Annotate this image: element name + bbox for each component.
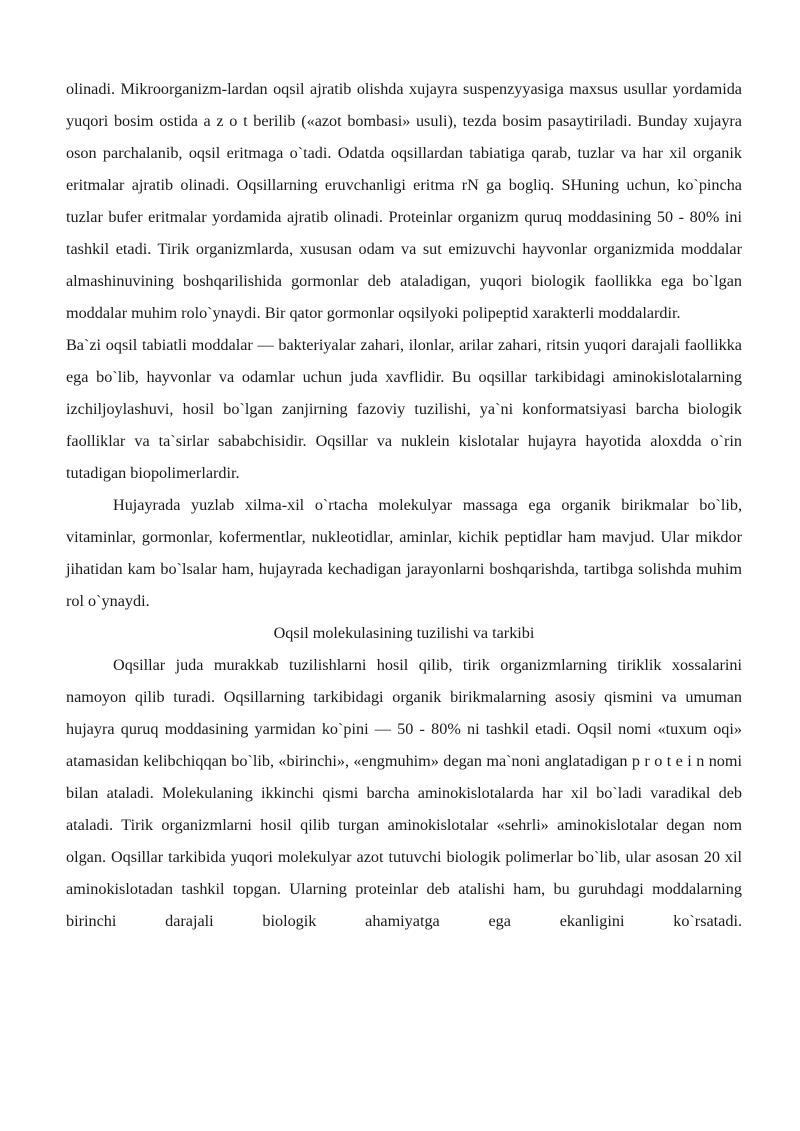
paragraph-1: olinadi. Mikroorganizm-lardan oqsil ajratib olishda xujayra suspenzyyasiga maxsus usullar yordamida yuqori bosim ostida a z o t berilib («azot bombasi» usuli), tezda bosim pasaytiriladi. Bunday xujayra oson parchalanib, oqsil eritmaga o`tadi. Odatda oqsillardan tabiatiga qarab, tuzlar va har xil organik eritmalar ajratib olinadi. Oqsillarning eruvchanligi eritma rN ga bogliq. SHuning uchun, ko`pincha tuzlar bufer eritmalar yordamida ajratib olinadi. Proteinlar organizm quruq moddasining 50 - 80% ini tashkil etadi. Tirik organizmlarda, xususan odam va sut emizuvchi hayvonlar organizmida moddalar almashinuvining boshqarilishida gormonlar deb ataladigan, yuqori biologik faollikka ega bo`lgan moddalar muhim rolo`ynaydi. Bir qator gormonlar oqsilyoki polipeptid xarakterli moddalardir. — [66, 80, 742, 322]
paragraph-2: Ba`zi oqsil tabiatli moddalar — bakteriyalar zahari, ilonlar, arilar zahari, ritsin yuqori darajali faollikka ega bo`lib, hayvonlar va odamlar uchun juda xavflidir. Bu oqsillar tarkibidagi aminokislotalarning izchiljoylashuvi, hosil bo`lgan zanjirning fazoviy tuzilishi, ya`ni konformatsiyasi barcha biologik faolliklar va ta`sirlar sababchisidir. Oqsillar va nuklein kislotalar hujayra hayotida aloxdda o`rin tutadigan biopolimerlardir. — [66, 336, 742, 482]
section-heading: Oqsil molekulasining tuzilishi va tarkibi — [273, 624, 535, 642]
document-page — [66, 73, 742, 937]
paragraph-3: Hujayrada yuzlab xilma-xil o`rtacha molekulyar massaga ega organik birikmalar bo`lib, vitaminlar, gormonlar, kofermentlar, nukleotidlar, aminlar, kichik peptidlar ham mavjud. Ular mikdor jihatidan kam bo`lsalar ham, hujayrada kechadigan jarayonlarni boshqarishda, tartibga solishda muhim rol o`ynaydi. — [66, 496, 742, 610]
paragraph-4: Oqsillar juda murakkab tuzilishlarni hosil qilib, tirik organizmlarning tiriklik xossalarini namoyon qilib turadi. Oqsillarning tarkibidagi organik birikmalarning asosiy qismini va umuman hujayra quruq moddasining yarmidan ko`pini — 50 - 80% ni tashkil etadi. Oqsil nomi «tuxum oqi» atamasidan kelibchiqqan bo`lib, «birinchi», «engmuhim» degan ma`noni anglatadigan p r o t e i n nomi bilan ataladi. Molekulaning ikkinchi qismi barcha aminokislotalarda har xil bo`ladi varadikal deb ataladi. Tirik organizmlarni hosil qilib turgan aminokislotalar «sehrli» aminokislotalar degan nom olgan. Oqsillar tarkibida yuqori molekulyar azot tutuvchi biologik polimerlar bo`lib, ular asosan 20 xil aminokislotadan tashkil topgan. Ularning proteinlar deb atalishi ham, bu guruhdagi moddalarning birinchi darajali biologik ahamiyatga ega ekanligini ko`rsatadi. — [66, 656, 742, 930]
